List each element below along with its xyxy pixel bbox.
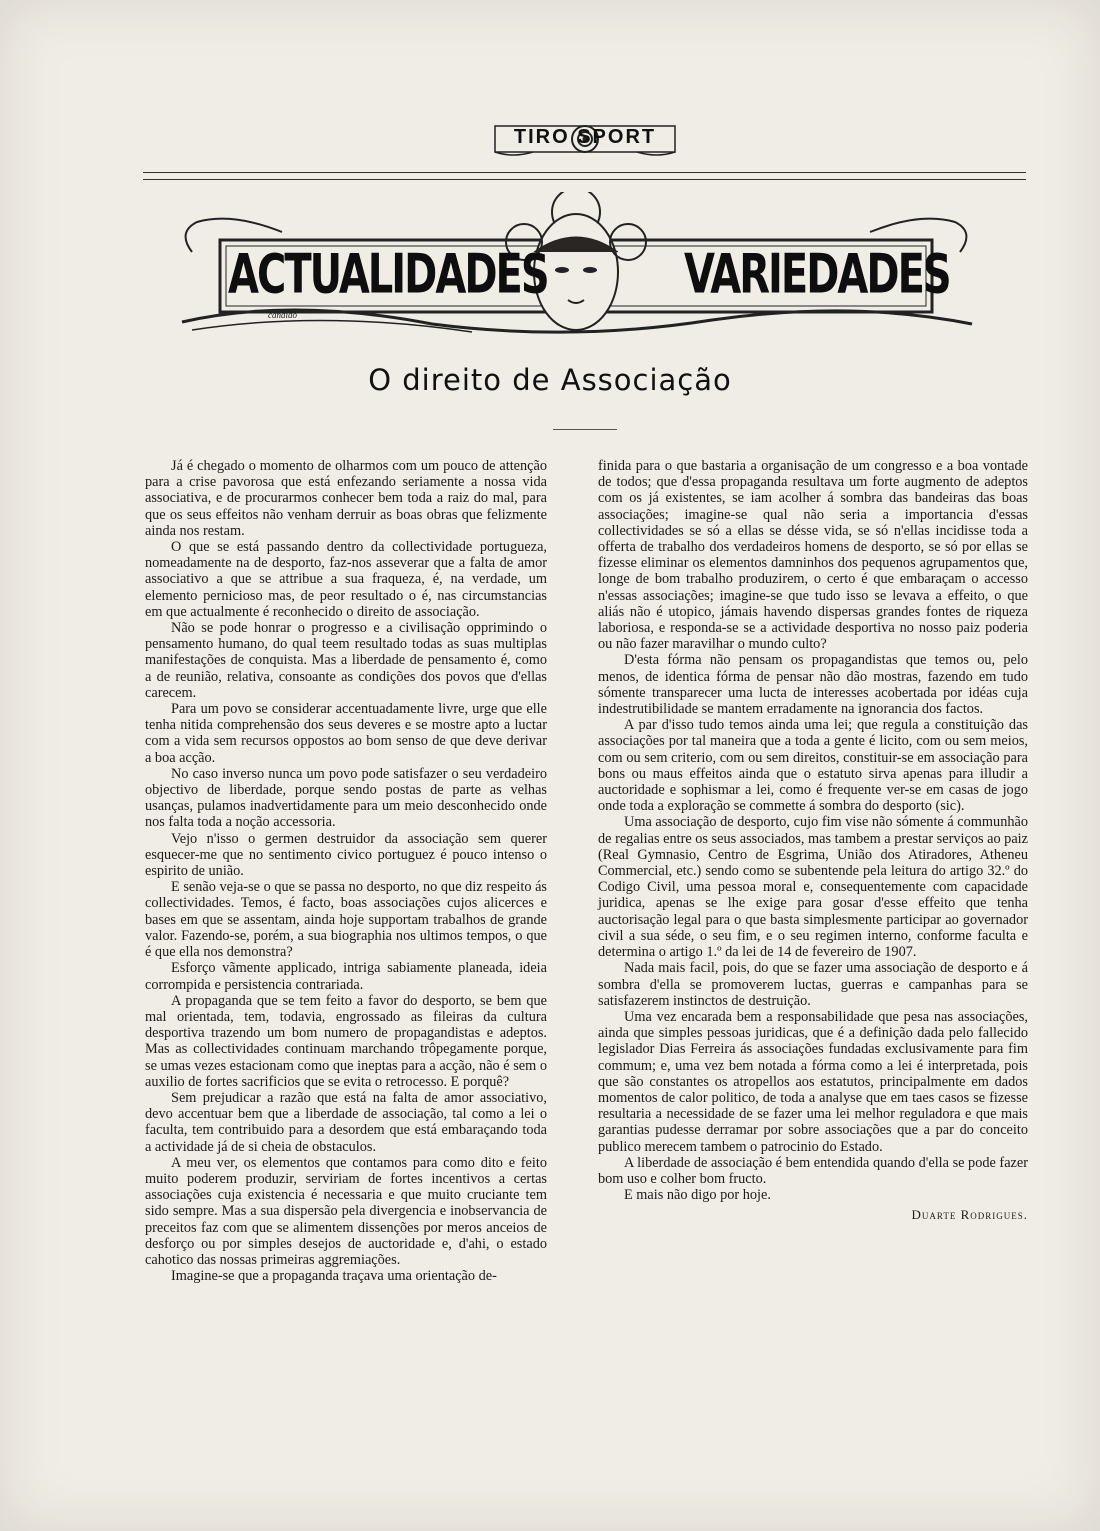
paragraph: Imagine-se que a propaganda traçava uma orientação de-	[171, 1268, 497, 1285]
paragraph: Uma associação de desporto, cujo fim vise não sómente á communhão de regalias entre os seus associados, mas tambem a prestar serviços ao paiz (Real Gymnasio, Centro de Esgrima, União dos Atiradores, Atheneu Commercial, etc.) sendo como se subentende pela leitura do artigo 32.º do Codigo Civil, uma pessoa moral e, consequentemente com capacidade juridica, apenas se lhe exige para gosar d'esse effeito que tenha auctorisação legal para o que basta simplesmente participar ao governador civil a sua séde, o seu fim, e o seu regimen interno, conforme faculta e determina o artigo 1.º da lei de 14 de fevereiro de 1907.	[598, 814, 1028, 961]
masthead-title: TIRO SPORT	[513, 126, 657, 148]
paragraph-continued: finida para o que bastaria a organisação de um congresso e a boa vontade de todos; que d'essa propaganda resultava um forte augmento de adeptos com os já existentes, se iam acolher á sombra das bandeiras das boas associações; imagine-se qual não seria a importancia d'essas collectividades se só a ellas se désse vida, se só n'ellas incidisse toda a offerta de trabalho dos verdadeiros homens de desporto, se só por ellas se fizesse eliminar os elementos damninhos dos pequenos agrupamentos que, longe de bom trabalho produzirem, o certo é que embaraçam o accesso n'essas associações; imagine-se que tudo isso se levava a effeito, o que aliás não é utopico, jámais havendo dispersas grandes fontes de riqueza laboriosa, e responda-se se a actividade desportiva no nosso paiz poderia ou não fazer maravilhar o mundo culto?	[598, 458, 1028, 653]
paragraph: A propaganda que se tem feito a favor do desporto, se bem que mal orientada, tem, todavia, engrossado as fileiras da cultura desportiva trazendo um bom numero de propagandistas e adeptos. Mas as collectividades continuam marchando trôpegamente porque, se umas vezes estacionam como que ineptas para a acção, não é sem o auxilio de fortes sacrificios que se evita o retrocesso. E porquê?	[145, 992, 547, 1090]
title-divider	[553, 429, 617, 430]
banner-word-left: ACTUALIDADES	[228, 244, 548, 307]
artist-signature: cândido	[268, 310, 297, 320]
author-signature: Duarte Rodrigues.	[911, 1207, 1028, 1223]
paragraph: A liberdade de associação é bem entendida quando d'ella se pode fazer bom uso e colher bom fructo.	[598, 1154, 1028, 1187]
paragraph: Não se pode honrar o progresso e a civilisação opprimindo o pensamento humano, do qual teem resultado todas as suas multiplas manifestações de conquista. Mas a liberdade de pensamento é, como a de reunião, relativa, consoante as condições dos povos que d'ellas carecem.	[145, 620, 547, 701]
banner-word-right: VARIEDADES	[684, 244, 950, 307]
paragraph: Nada mais facil, pois, do que se fazer uma associação de desporto e á sombra d'ella se promoverem luctas, guerras e campanhas para se satisfazerem instinctos de destruição.	[598, 960, 1028, 1009]
article-column-right	[598, 458, 1028, 1224]
paragraph: Já é chegado o momento de olharmos com um pouco de attenção para a crise pavorosa que está enfezando seriamente a nossa vida associativa, e de procurarmos conhecer bem toda a raiz do mal, para que os seus effeitos não venham derruir as boas obras que felizmente ainda nos restam.	[145, 458, 547, 539]
article-title: O direito de Associação	[368, 363, 732, 397]
paragraph: Esforço vãmente applicado, intriga sabiamente planeada, ideia corrompida e persistencia contrariada.	[145, 960, 547, 993]
paragraph: Vejo n'isso o germen destruidor da associação sem querer esquecer-me que no sentimento civico portuguez é pouco intenso o espirito de união.	[145, 830, 547, 880]
article-column-left	[145, 458, 547, 1284]
paragraph: Sem prejudicar a razão que está na falta de amor associativo, devo accentuar bem que a liberdade de associação, tal como a lei o faculta, tem contribuido para a desordem que está embaraçando toda a actividade já de si cheia de obstaculos.	[145, 1089, 547, 1155]
paragraph: A par d'isso tudo temos ainda uma lei; que regula a constituição das associações por tal maneira que a toda a gente é licito, com ou sem meios, com ou sem criterio, com ou sem direitos, constituir-se em associação para bons ou maus effeitos ainda que o estatuto sirva apenas para illudir a auctoridade e sophismar a lei, como é frequente ver-se em casas de jogo onde toda a exploração se commette á sombra do desporto (sic).	[598, 717, 1028, 815]
paragraph: D'esta fórma não pensam os propagandistas que temos ou, pelo menos, de identica fórma de pensar não dão mostras, fazendo em tudo sómente transparecer uma lucta de interesses acobertada por idéas cuja indestrutibilidade se mantem erradamente na ignorancia dos factos.	[598, 652, 1028, 718]
header-divider	[143, 172, 1026, 180]
paragraph: Uma vez encarada bem a responsabilidade que pesa nas associações, ainda que simples pessoas juridicas, que é a definição dada pelo fallecido legislador Dias Ferreira ás associações fundadas exclusivamente para fim commum; e, uma vez bem notada a fórma como a lei é interpretada, pois que são constantes os atropellos aos estatutos, principalmente em dados momentos de calor politico, de toda a analyse que em taes casos se fizesse resultaria a necessidade de se fazer uma lei melhor reguladora e que mais garantias pudesse derramar por sobre associações que a par do conceito publico merecem tambem o patrocinio do Estado.	[598, 1008, 1028, 1155]
paragraph: E mais não digo por hoje.	[624, 1187, 771, 1204]
paragraph: O que se está passando dentro da collectividade portugueza, nomeadamente na de desporto, faz-nos asseverar que a falta de amor associativo a que se attribue a sua fraqueza, é, na verdade, um elemento pernicioso mas, de peor resultado o é, nas circumstancias em que actualmente é reconhecido o direito de associação.	[145, 539, 547, 620]
paragraph: No caso inverso nunca um povo pode satisfazer o seu verdadeiro objectivo de liberdade, porque sendo postas de parte as velhas usanças, pulamos inadvertidamente para um meio desconhecido onde nos falta toda a noção accessoria.	[145, 765, 547, 831]
section-banner	[172, 192, 980, 342]
masthead-logo	[493, 118, 677, 158]
paragraph: E senão veja-se o que se passa no desporto, no que diz respeito ás collectividades. Temos, é facto, boas associações cujos alicerces e bases em que se assentam, ainda hoje supportam trabalhos de grande valor. Fazendo-se, porém, a sua biographia nos ultimos tempos, o que é que ella nos demonstra?	[145, 879, 547, 961]
paragraph: A meu ver, os elementos que contamos para como dito e feito muito poderem produzir, serviriam de fortes incentivos a certas associações cuja existencia é necessaria e que muito cruciante tem sido sempre. Mas a sua dispersão pela divergencia e inobservancia de preceitos faz com que se alimentem dissenções por meros anceios de desforço ou por simples desejos de auctoridade e, d'ahi, o estado cahotico das nossas primeiras aggremiações.	[145, 1154, 547, 1268]
paragraph: Para um povo se considerar accentuadamente livre, urge que elle tenha nitida comprehensão dos seus deveres e se mostre apto a luctar com a vida sem recursos oppostos ao bom senso de que deve derivar a boa acção.	[145, 701, 547, 766]
